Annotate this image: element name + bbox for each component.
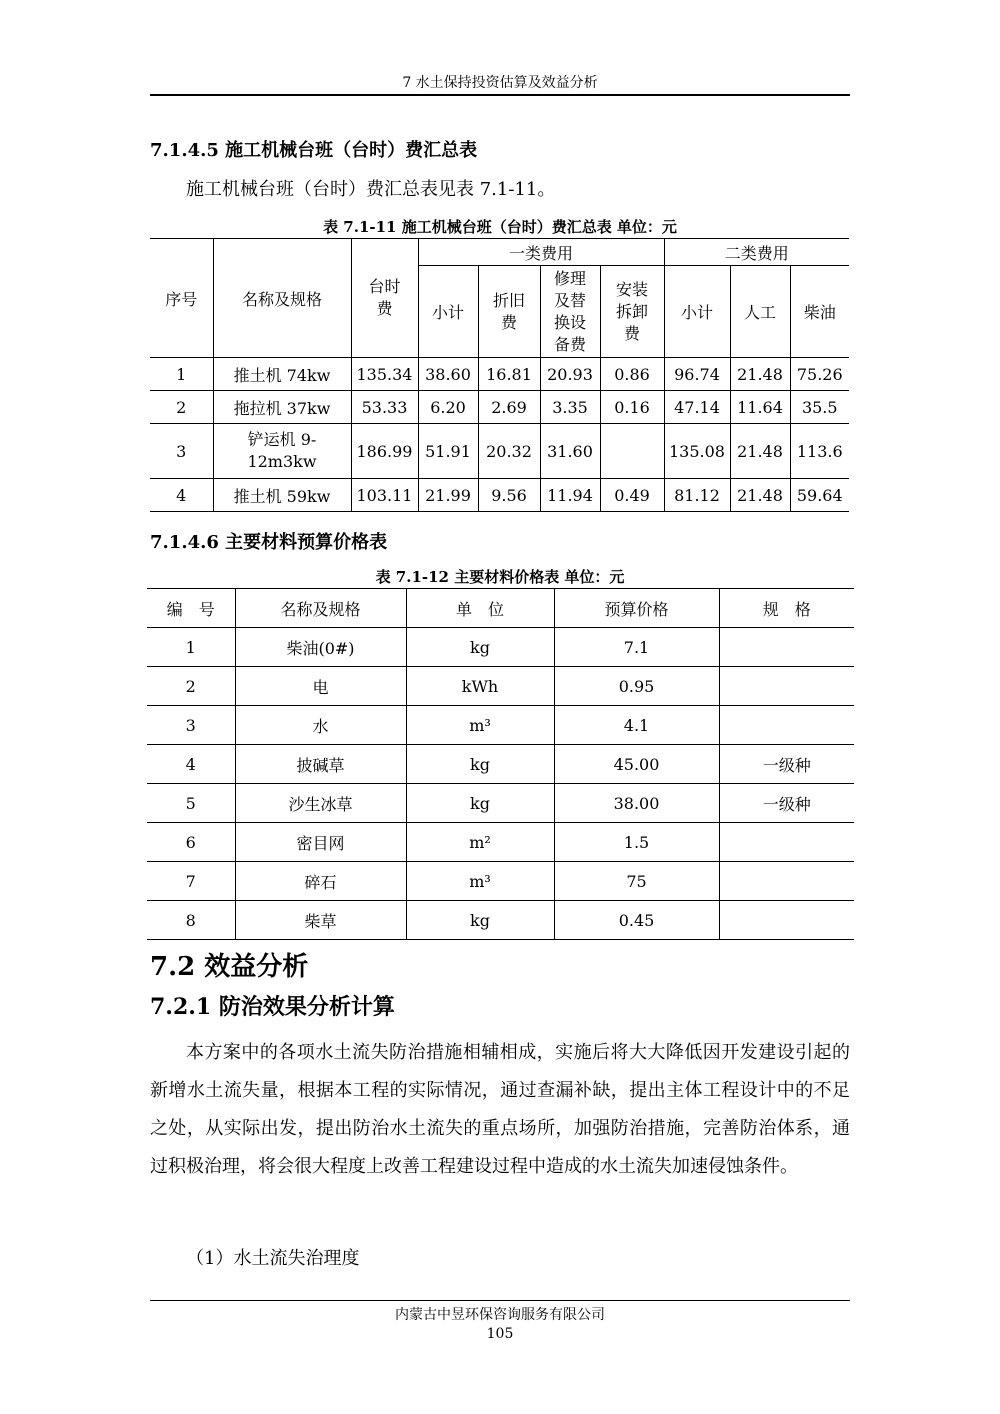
col-price: 预算价格 (554, 589, 719, 628)
cell-seq: 1 (150, 358, 213, 391)
cell-seq: 4 (150, 479, 213, 512)
cell-g2-labor: 21.48 (730, 479, 790, 512)
cell-no: 2 (147, 667, 235, 706)
section-721-paragraph: 本方案中的各项水土流失防治措施相辅相成，实施后将大大降低因开发建设引起的新增水土流失量，根据本工程的实际情况，通过查漏补缺，提出主体工程设计中的不足之处，从实际出发，提出防治水土流失的重点场所，加强防治措施，完善防治体系，通过积极治理，将会很大程度上改善工程建设过程中造成的水土流失加速侵蚀条件。 (150, 1042, 850, 1177)
col-g1-depreciation-label: 折旧费 (492, 290, 525, 332)
cell-spec (719, 628, 854, 667)
cell-g1-subtotal: 21.99 (418, 479, 478, 512)
table-row (150, 391, 849, 424)
cell-g2-subtotal: 47.14 (664, 391, 730, 424)
material-price-table (147, 588, 854, 940)
table-row (147, 628, 854, 667)
cell-name: 密目网 (235, 823, 406, 862)
col-hour-cost (351, 239, 418, 358)
col-g1-install-label: 安装拆卸费 (615, 279, 648, 343)
cell-price: 75 (554, 862, 719, 901)
item-1-heading: （1）水土流失治理度 (186, 1248, 360, 1269)
col-g1-repair-label: 修理及替换设备费 (553, 268, 586, 354)
section-7146-heading: 7.1.4.6 主要材料预算价格表 (150, 532, 388, 553)
page-header: 7 水土保持投资估算及效益分析 (402, 75, 598, 91)
table-row (147, 706, 854, 745)
col-g1-depreciation (478, 266, 540, 358)
cell-unit: kg (406, 784, 554, 823)
cell-g1-subtotal: 6.20 (418, 391, 478, 424)
cell-unit: kg (406, 745, 554, 784)
col-name: 名称及规格 (235, 589, 406, 628)
cell-name: 披碱草 (235, 745, 406, 784)
cell-price: 0.95 (554, 667, 719, 706)
cell-g2-diesel: 75.26 (790, 358, 849, 391)
col-g2-subtotal: 小计 (664, 266, 730, 358)
cell-name: 柴草 (235, 901, 406, 940)
cell-spec: 一级种 (719, 745, 854, 784)
col-spec: 规 格 (719, 589, 854, 628)
cell-no: 1 (147, 628, 235, 667)
cell-name: 推土机 59kw (213, 479, 351, 512)
section-72-heading: 7.2 效益分析 (150, 952, 309, 982)
col-g1-install (600, 266, 664, 358)
cell-g1-install (600, 424, 664, 479)
cell-g2-labor: 21.48 (730, 358, 790, 391)
cell-no: 8 (147, 901, 235, 940)
cell-unit: m³ (406, 706, 554, 745)
col-g2-diesel: 柴油 (790, 266, 849, 358)
section-721-heading: 7.2.1 防治效果分析计算 (150, 994, 395, 1020)
cell-price: 45.00 (554, 745, 719, 784)
cell-spec (719, 862, 854, 901)
cell-no: 3 (147, 706, 235, 745)
table-row (147, 745, 854, 784)
col-hour-cost-label: 台时费 (368, 277, 401, 318)
cell-hour-cost: 135.34 (351, 358, 418, 391)
footer-rule (150, 1300, 850, 1301)
cell-spec: 一级种 (719, 784, 854, 823)
cell-g1-install: 0.49 (600, 479, 664, 512)
cell-g1-depreciation: 20.32 (478, 424, 540, 479)
table-row (147, 901, 854, 940)
cell-hour-cost: 103.11 (351, 479, 418, 512)
cell-name: 柴油(0#) (235, 628, 406, 667)
cell-hour-cost: 186.99 (351, 424, 418, 479)
cell-g2-diesel: 35.5 (790, 391, 849, 424)
cell-unit: kg (406, 628, 554, 667)
table-row (150, 424, 849, 479)
col-group2: 二类费用 (664, 239, 849, 266)
cell-spec (719, 706, 854, 745)
cell-price: 0.45 (554, 901, 719, 940)
cell-g1-depreciation: 2.69 (478, 391, 540, 424)
col-seq: 序号 (150, 239, 213, 358)
col-g2-labor: 人工 (730, 266, 790, 358)
table-row (150, 479, 849, 512)
machine-cost-table (150, 238, 849, 512)
cell-name (213, 424, 351, 479)
cell-no: 4 (147, 745, 235, 784)
cell-g1-repair: 11.94 (540, 479, 600, 512)
cell-unit: m³ (406, 862, 554, 901)
cell-name: 水 (235, 706, 406, 745)
page-number: 105 (486, 1326, 514, 1342)
cell-price: 7.1 (554, 628, 719, 667)
cell-g2-subtotal: 135.08 (664, 424, 730, 479)
cell-g1-repair: 20.93 (540, 358, 600, 391)
table-7-1-11-caption: 表 7.1-11 施工机械台班（台时）费汇总表 单位：元 (323, 218, 677, 236)
table-row (147, 784, 854, 823)
col-g1-subtotal: 小计 (418, 266, 478, 358)
cell-name: 电 (235, 667, 406, 706)
col-name: 名称及规格 (213, 239, 351, 358)
cell-name: 碎石 (235, 862, 406, 901)
cell-g1-subtotal: 51.91 (418, 424, 478, 479)
cell-g1-subtotal: 38.60 (418, 358, 478, 391)
table-row (147, 823, 854, 862)
col-no: 编 号 (147, 589, 235, 628)
cell-no: 7 (147, 862, 235, 901)
cell-spec (719, 901, 854, 940)
cell-g2-subtotal: 81.12 (664, 479, 730, 512)
cell-g2-subtotal: 96.74 (664, 358, 730, 391)
cell-g1-repair: 3.35 (540, 391, 600, 424)
cell-g1-depreciation: 16.81 (478, 358, 540, 391)
col-unit: 单 位 (406, 589, 554, 628)
cell-no: 5 (147, 784, 235, 823)
cell-g2-diesel: 59.64 (790, 479, 849, 512)
cell-unit: m² (406, 823, 554, 862)
cell-g2-labor: 11.64 (730, 391, 790, 424)
cell-spec (719, 823, 854, 862)
cell-g2-labor: 21.48 (730, 424, 790, 479)
cell-g1-install: 0.16 (600, 391, 664, 424)
col-g1-repair (540, 266, 600, 358)
section-7145-intro: 施工机械台班（台时）费汇总表见表 7.1-11。 (186, 179, 556, 200)
cell-name-text: 铲运机 9-12m3kw (247, 430, 317, 471)
cell-unit: kg (406, 901, 554, 940)
cell-seq: 3 (150, 424, 213, 479)
cell-g1-repair: 31.60 (540, 424, 600, 479)
cell-name: 推土机 74kw (213, 358, 351, 391)
cell-g1-install: 0.86 (600, 358, 664, 391)
cell-name: 沙生冰草 (235, 784, 406, 823)
table-7-1-12-caption: 表 7.1-12 主要材料价格表 单位：元 (375, 568, 625, 586)
cell-price: 38.00 (554, 784, 719, 823)
table-row (147, 667, 854, 706)
cell-price: 4.1 (554, 706, 719, 745)
cell-seq: 2 (150, 391, 213, 424)
col-group1: 一类费用 (418, 239, 664, 266)
section-7145-heading: 7.1.4.5 施工机械台班（台时）费汇总表 (150, 140, 478, 161)
cell-name: 拖拉机 37kw (213, 391, 351, 424)
table-row (150, 358, 849, 391)
footer-organization: 内蒙古中昱环保咨询服务有限公司 (395, 1307, 605, 1323)
cell-unit: kWh (406, 667, 554, 706)
cell-spec (719, 667, 854, 706)
cell-g1-depreciation: 9.56 (478, 479, 540, 512)
header-rule (150, 94, 850, 96)
cell-g2-diesel: 113.6 (790, 424, 849, 479)
cell-price: 1.5 (554, 823, 719, 862)
table-row (147, 862, 854, 901)
cell-no: 6 (147, 823, 235, 862)
cell-hour-cost: 53.33 (351, 391, 418, 424)
